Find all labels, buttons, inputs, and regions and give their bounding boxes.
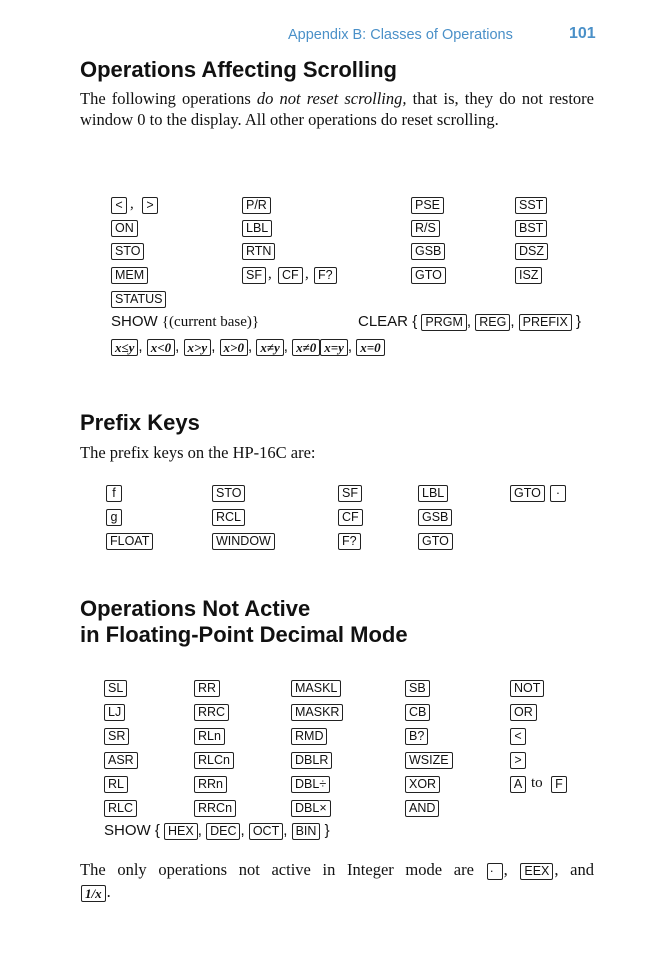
running-header-title: Appendix B: Classes of Operations bbox=[288, 27, 513, 43]
key-gto: GTO bbox=[418, 533, 453, 550]
key-sto: STO bbox=[111, 243, 144, 260]
key-float: FLOAT bbox=[106, 533, 153, 550]
key-gsb: GSB bbox=[418, 509, 452, 526]
key-scroll-right: > bbox=[142, 197, 158, 214]
key-rln: RLn bbox=[194, 728, 225, 745]
key-lbl: LBL bbox=[242, 220, 272, 237]
key-sr: SR bbox=[104, 728, 129, 745]
scrolling-intro-paragraph: The following operations do not reset scrolling, that is, they do not restore window 0 to the display. All other operations do reset scrolling. bbox=[80, 89, 594, 129]
key-fq: F? bbox=[338, 533, 361, 550]
section-title-not-active-line1: Operations Not Active bbox=[80, 596, 311, 621]
key-sst: SST bbox=[515, 197, 547, 214]
key-on: ON bbox=[111, 220, 138, 237]
key-test-x-lt-0: x<0 bbox=[147, 339, 175, 356]
key-asr: ASR bbox=[104, 752, 138, 769]
key-rlcn: RLCn bbox=[194, 752, 234, 769]
key-f-prefix: f bbox=[106, 485, 122, 502]
key-eex: EEX bbox=[520, 863, 553, 880]
key-dbl-multiply: DBL× bbox=[291, 800, 331, 817]
key-rlc: RLC bbox=[104, 800, 137, 817]
key-dsz: DSZ bbox=[515, 243, 548, 260]
key-test-x-ne-y: x≠y bbox=[256, 339, 283, 356]
key-gsb: GSB bbox=[411, 243, 445, 260]
key-xor: XOR bbox=[405, 776, 440, 793]
key-sl: SL bbox=[104, 680, 127, 697]
key-lj: LJ bbox=[104, 704, 125, 721]
key-sb: SB bbox=[405, 680, 430, 697]
key-cb: CB bbox=[405, 704, 430, 721]
section-title-scrolling: Operations Affecting Scrolling bbox=[80, 57, 397, 82]
key-and: AND bbox=[405, 800, 439, 817]
key-rr: RR bbox=[194, 680, 220, 697]
key-rl: RL bbox=[104, 776, 128, 793]
key-hex: HEX bbox=[164, 823, 198, 840]
integer-mode-note-line1: The only operations not active in Integer mode are · , EEX , and bbox=[80, 860, 595, 879]
key-sf: SF bbox=[338, 485, 362, 502]
key-pr: P/R bbox=[242, 197, 271, 214]
key-maskl: MASKL bbox=[291, 680, 341, 697]
section-title-not-active-line2: in Floating-Point Decimal Mode bbox=[80, 622, 408, 647]
key-sf: SF bbox=[242, 267, 266, 284]
show-current-base: SHOW {(current base)} bbox=[111, 313, 260, 330]
key-dec: DEC bbox=[206, 823, 240, 840]
key-test-x-ne-0: x≠0 bbox=[292, 339, 320, 356]
show-base-keys-row: SHOW { HEX , DEC , OCT , BIN } bbox=[104, 822, 330, 839]
key-rrcn: RRCn bbox=[194, 800, 236, 817]
prefix-intro-paragraph: The prefix keys on the HP-16C are: bbox=[80, 443, 316, 462]
key-test-x-gt-0: x>0 bbox=[220, 339, 248, 356]
key-prgm: PRGM bbox=[421, 314, 467, 331]
key-maskr: MASKR bbox=[291, 704, 343, 721]
key-scroll-right: > bbox=[510, 752, 526, 769]
key-rs: R/S bbox=[411, 220, 440, 237]
key-fq: F? bbox=[314, 267, 337, 284]
key-wsize: WSIZE bbox=[405, 752, 453, 769]
key-scroll-left: < bbox=[510, 728, 526, 745]
key-cf: CF bbox=[278, 267, 303, 284]
key-a: A bbox=[510, 776, 526, 793]
key-isz: ISZ bbox=[515, 267, 542, 284]
key-or: OR bbox=[510, 704, 537, 721]
key-dblr: DBLR bbox=[291, 752, 332, 769]
key-gto-dot: GTO bbox=[510, 485, 545, 502]
key-pse: PSE bbox=[411, 197, 444, 214]
key-rrn: RRn bbox=[194, 776, 227, 793]
key-test-x-le-y: x≤y bbox=[111, 339, 138, 356]
key-lbl: LBL bbox=[418, 485, 448, 502]
page-number: 101 bbox=[569, 25, 596, 42]
key-test-x-gt-y: x>y bbox=[184, 339, 212, 356]
test-keys-row: x≤y , x<0 , x>y , x>0 , x≠y , x≠0 x=y , x=0 bbox=[111, 338, 385, 356]
key-cf: CF bbox=[338, 509, 363, 526]
key-g-prefix: g bbox=[106, 509, 122, 526]
key-sto: STO bbox=[212, 485, 245, 502]
clear-keys-row: CLEAR { PRGM , REG , PREFIX } bbox=[358, 313, 582, 330]
key-mem: MEM bbox=[111, 267, 148, 284]
key-b-test: B? bbox=[405, 728, 428, 745]
key-gto: GTO bbox=[411, 267, 446, 284]
key-test-x-eq-y: x=y bbox=[320, 339, 348, 356]
key-test-x-eq-0: x=0 bbox=[356, 339, 384, 356]
section-title-prefix-keys: Prefix Keys bbox=[80, 410, 200, 435]
comma: , bbox=[268, 266, 272, 282]
key-status: STATUS bbox=[111, 291, 166, 308]
key-bst: BST bbox=[515, 220, 547, 237]
key-f-hex: F bbox=[551, 776, 567, 793]
key-window: WINDOW bbox=[212, 533, 275, 550]
comma: , bbox=[130, 196, 134, 212]
key-not: NOT bbox=[510, 680, 544, 697]
key-reciprocal: 1/x bbox=[81, 885, 106, 902]
key-oct: OCT bbox=[249, 823, 283, 840]
comma: , bbox=[305, 266, 309, 282]
key-bin: BIN bbox=[292, 823, 321, 840]
key-reg: REG bbox=[475, 314, 510, 331]
key-prefix: PREFIX bbox=[519, 314, 572, 331]
key-rcl: RCL bbox=[212, 509, 245, 526]
key-rmd: RMD bbox=[291, 728, 327, 745]
key-rtn: RTN bbox=[242, 243, 275, 260]
key-decimal-point: · bbox=[487, 863, 503, 880]
key-decimal-point: · bbox=[550, 485, 566, 502]
integer-mode-note-line2: 1/x . bbox=[80, 882, 111, 903]
to-text: to bbox=[531, 775, 543, 791]
key-scroll-left: < bbox=[111, 197, 127, 214]
key-dbl-divide: DBL÷ bbox=[291, 776, 330, 793]
key-rrc: RRC bbox=[194, 704, 229, 721]
